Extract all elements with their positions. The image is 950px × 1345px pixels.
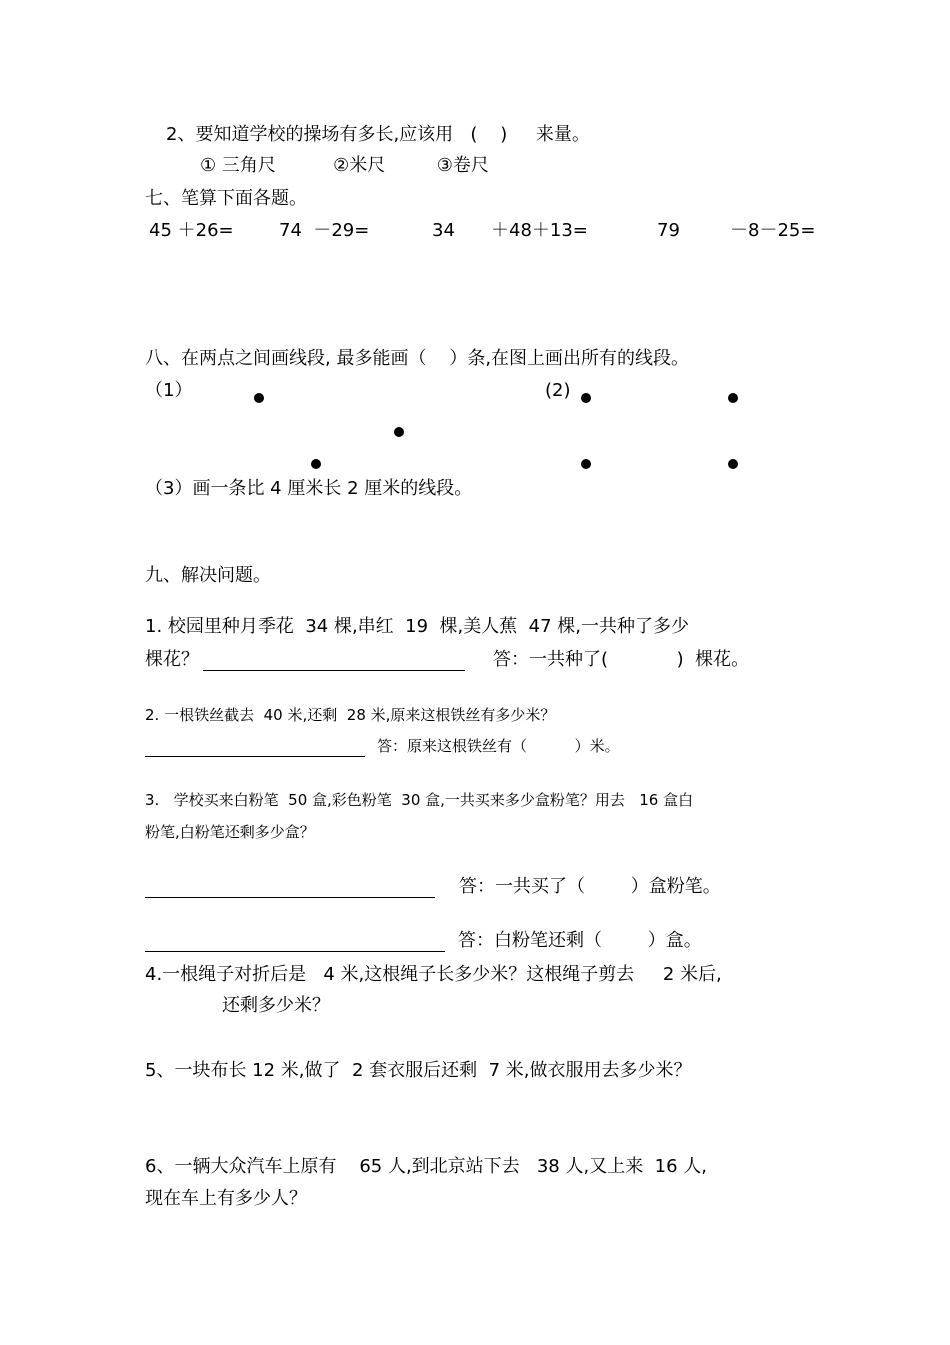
section-7-title: 七、笔算下面各题。 <box>145 188 307 209</box>
problem-6-line-2: 现在车上有多少人？ <box>145 1188 307 1209</box>
answer-blank[interactable] <box>145 897 435 898</box>
point <box>728 393 738 403</box>
point <box>394 427 404 437</box>
problem-2-answer: 答：原来这根铁丝有（ ）米。 <box>377 737 620 755</box>
figure-2-label: (2) <box>545 380 571 401</box>
problem-3-line-2: 粉笔,白粉笔还剩多少盒？ <box>145 823 315 841</box>
problem-3-answer-1: 答：一共买了（ ）盒粉笔。 <box>459 876 721 897</box>
point <box>728 459 738 469</box>
problem-1-line-1: 1. 校园里种月季花 34 棵,串红 19 棵,美人蕉 47 棵,一共种了多少 <box>145 616 689 637</box>
problem-1-answer: 答：一共种了( ) 棵花。 <box>493 649 750 670</box>
calc-problem-3-start: 34 <box>432 220 455 241</box>
problem-1-line-2: 棵花？ <box>145 649 199 670</box>
section-9-title: 九、解决问题。 <box>145 565 271 586</box>
problem-4-line-2: 还剩多少米？ <box>222 995 330 1016</box>
question-2-text: 2、要知道学校的操场有多长,应该用 ( ) 来量。 <box>166 124 590 145</box>
problem-6-line-1: 6、一辆大众汽车上原有 65 人,到北京站下去 38 人,又上来 16 人, <box>145 1156 707 1177</box>
problem-5: 5、一块布长 12 米,做了 2 套衣服后还剩 7 米,做衣服用去多少米？ <box>145 1060 692 1081</box>
answer-blank[interactable] <box>145 951 445 952</box>
calc-problem-1: 45 ＋26= <box>149 220 234 241</box>
question-2-options: ① 三角尺 ②米尺 ③卷尺 <box>200 155 489 176</box>
answer-blank[interactable] <box>203 670 465 671</box>
point <box>581 459 591 469</box>
problem-4-line-1: 4.一根绳子对折后是 4 米,这根绳子长多少米？这根绳子剪去 2 米后, <box>145 964 722 985</box>
answer-blank[interactable] <box>145 756 365 757</box>
calc-problem-3-rest: ＋48＋13= <box>491 220 588 241</box>
problem-3-answer-2: 答：白粉笔还剩（ ）盒。 <box>458 930 702 951</box>
section-8-question-3: （3）画一条比 4 厘米长 2 厘米的线段。 <box>145 478 473 499</box>
point <box>581 393 591 403</box>
calc-problem-2: 74 －29= <box>279 220 370 241</box>
section-8-title: 八、在两点之间画线段, 最多能画（ ）条,在图上画出所有的线段。 <box>145 348 690 369</box>
point <box>254 393 264 403</box>
problem-2-line-1: 2. 一根铁丝截去 40 米,还剩 28 米,原来这根铁丝有多少米？ <box>145 706 556 724</box>
point <box>311 459 321 469</box>
calc-problem-4-rest: －8－25= <box>730 220 816 241</box>
calc-problem-4-start: 79 <box>657 220 680 241</box>
problem-3-line-1: 3. 学校买来白粉笔 50 盒,彩色粉笔 30 盒,一共买来多少盒粉笔？用去 16 盒白 <box>145 791 694 809</box>
figure-1-label: （1） <box>145 380 193 401</box>
